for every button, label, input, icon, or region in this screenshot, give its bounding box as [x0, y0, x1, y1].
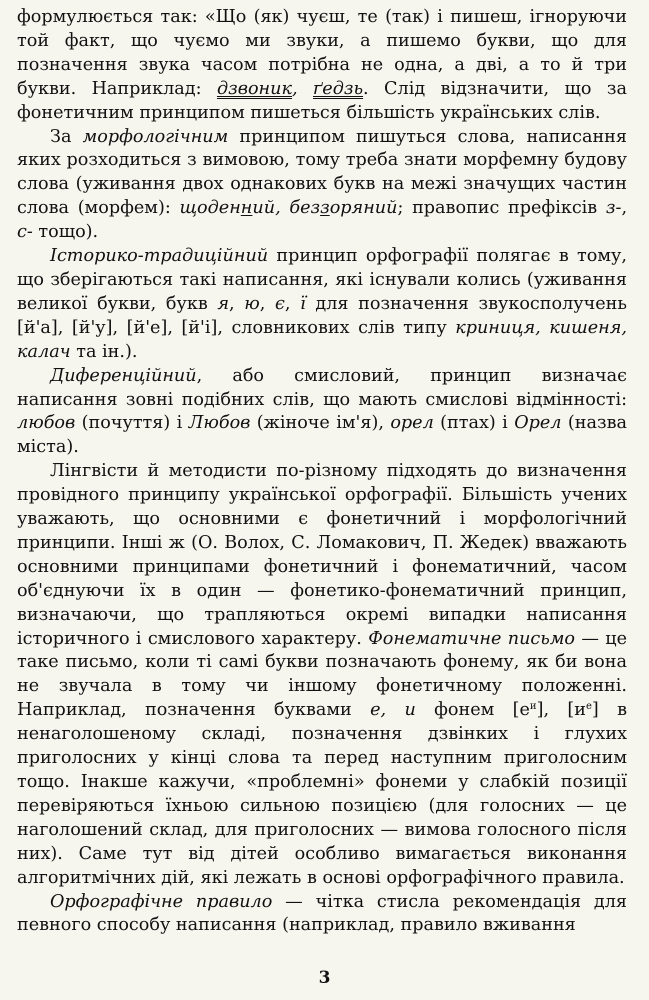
term-phonematic-writing: Фонематичне письмо [368, 628, 576, 649]
prefix-z: з- [605, 198, 622, 219]
body-text [17, 6, 627, 938]
example-word-gedz: ґедзь [313, 78, 364, 99]
term-morphological: морфологічним [82, 126, 229, 147]
paragraph-leading-principle: Лінгвісти й методисти по-різному підходять до визначення провідного принципу української орфографії. Більшість учених уважають, що основними є фонетичний і морфологічний принципи. Інші ж (О. Волох, С. Ломакович, П. Жедек) вважають основними принципами фонетичний і фонематичний, часом об'єднуючи їх в один — фонетико-фонематичний принцип, визначаючи, що трапляються окремі випадки написання історичного і смислового характеру. Фонематичне письмо — це таке письмо, коли ті самі букви позначають фонему, як би вона не звучала в тому чи іншому фонетичному положенні. Наприклад, позначення буквами е, и фонем $[е^и]$, $[и^е]$ в ненаголошеному складі, позначення дзвінких і глухих приголосних у кінці слова та перед наступним приголосним тощо. Інакше кажучи, «проблемні» фонеми у слабкій позиції перевіряються їхньою сильною позицією (для голосних — це наголошений склад, для приголосних — вимова голосного після них). Саме тут від дітей особливо вимагається виконання алгоритмічних дій, які лежать в основі орфографічного правила. [17, 461, 627, 888]
example-word-bezzoriany: беззоряний [289, 198, 398, 219]
term-differential: Диференційний [50, 365, 197, 386]
example-word-shchodennyi: щоденний [179, 198, 276, 219]
paragraph-morphological: За морфологічним принципом пишуться слова, написання яких розходиться з вимовою, тому треба знати морфемну будову слова (уживання двох однакових букв на межі значущих частин слова (морфем): щоденний, беззоряний; правопис префіксів з-, с- тощо). [17, 126, 628, 243]
paragraph-differential: Диференційний, або смисловий, принцип визначає написання зовні подібних слів, що мають смислові відмінності: любов (почуття) і Любов (жіноче ім'я), орел (птах) і Орел (назва міста). [17, 365, 627, 458]
term-historical: Історико-традиційний [50, 246, 269, 267]
example-word-dzvonyk: дзвоник [216, 78, 292, 99]
prefix-s: с- [17, 222, 33, 243]
paragraph-phonetic-end: формулюється так: «Що (як) чуєш, те (так) і пишеш, ігноруючи той факт, що чуємо ми звуки, а пишемо букви, що для позначення звука часом потрібна не одна, а дві, а то й три букви. Наприклад: дзвоник, ґедзь. Слід відзначити, що за фонетичним принципом пишеться більшість українських слів. [17, 7, 628, 123]
paragraph-orthographic-rule: Орфографічне правило — чітка стисла рекомендація для певного способу написання (наприклад, правило вживання [17, 891, 627, 936]
paragraph-historical: Історико-традиційний принцип орфографії полягає в тому, що зберігаються такі написання, які існували колись (уживання великої букви, букв я, ю, є, ї для позначення звукосполучень [й'а], [й'у], [й'е], [й'і], словникових слів типу криниця, кишеня, калач та ін.). [17, 246, 627, 362]
term-orthographic-rule: Орфографічне правило [50, 891, 273, 912]
page-number: 3 [318, 968, 331, 988]
example-words-dictionary: криниця, кишеня, калач [17, 317, 627, 362]
